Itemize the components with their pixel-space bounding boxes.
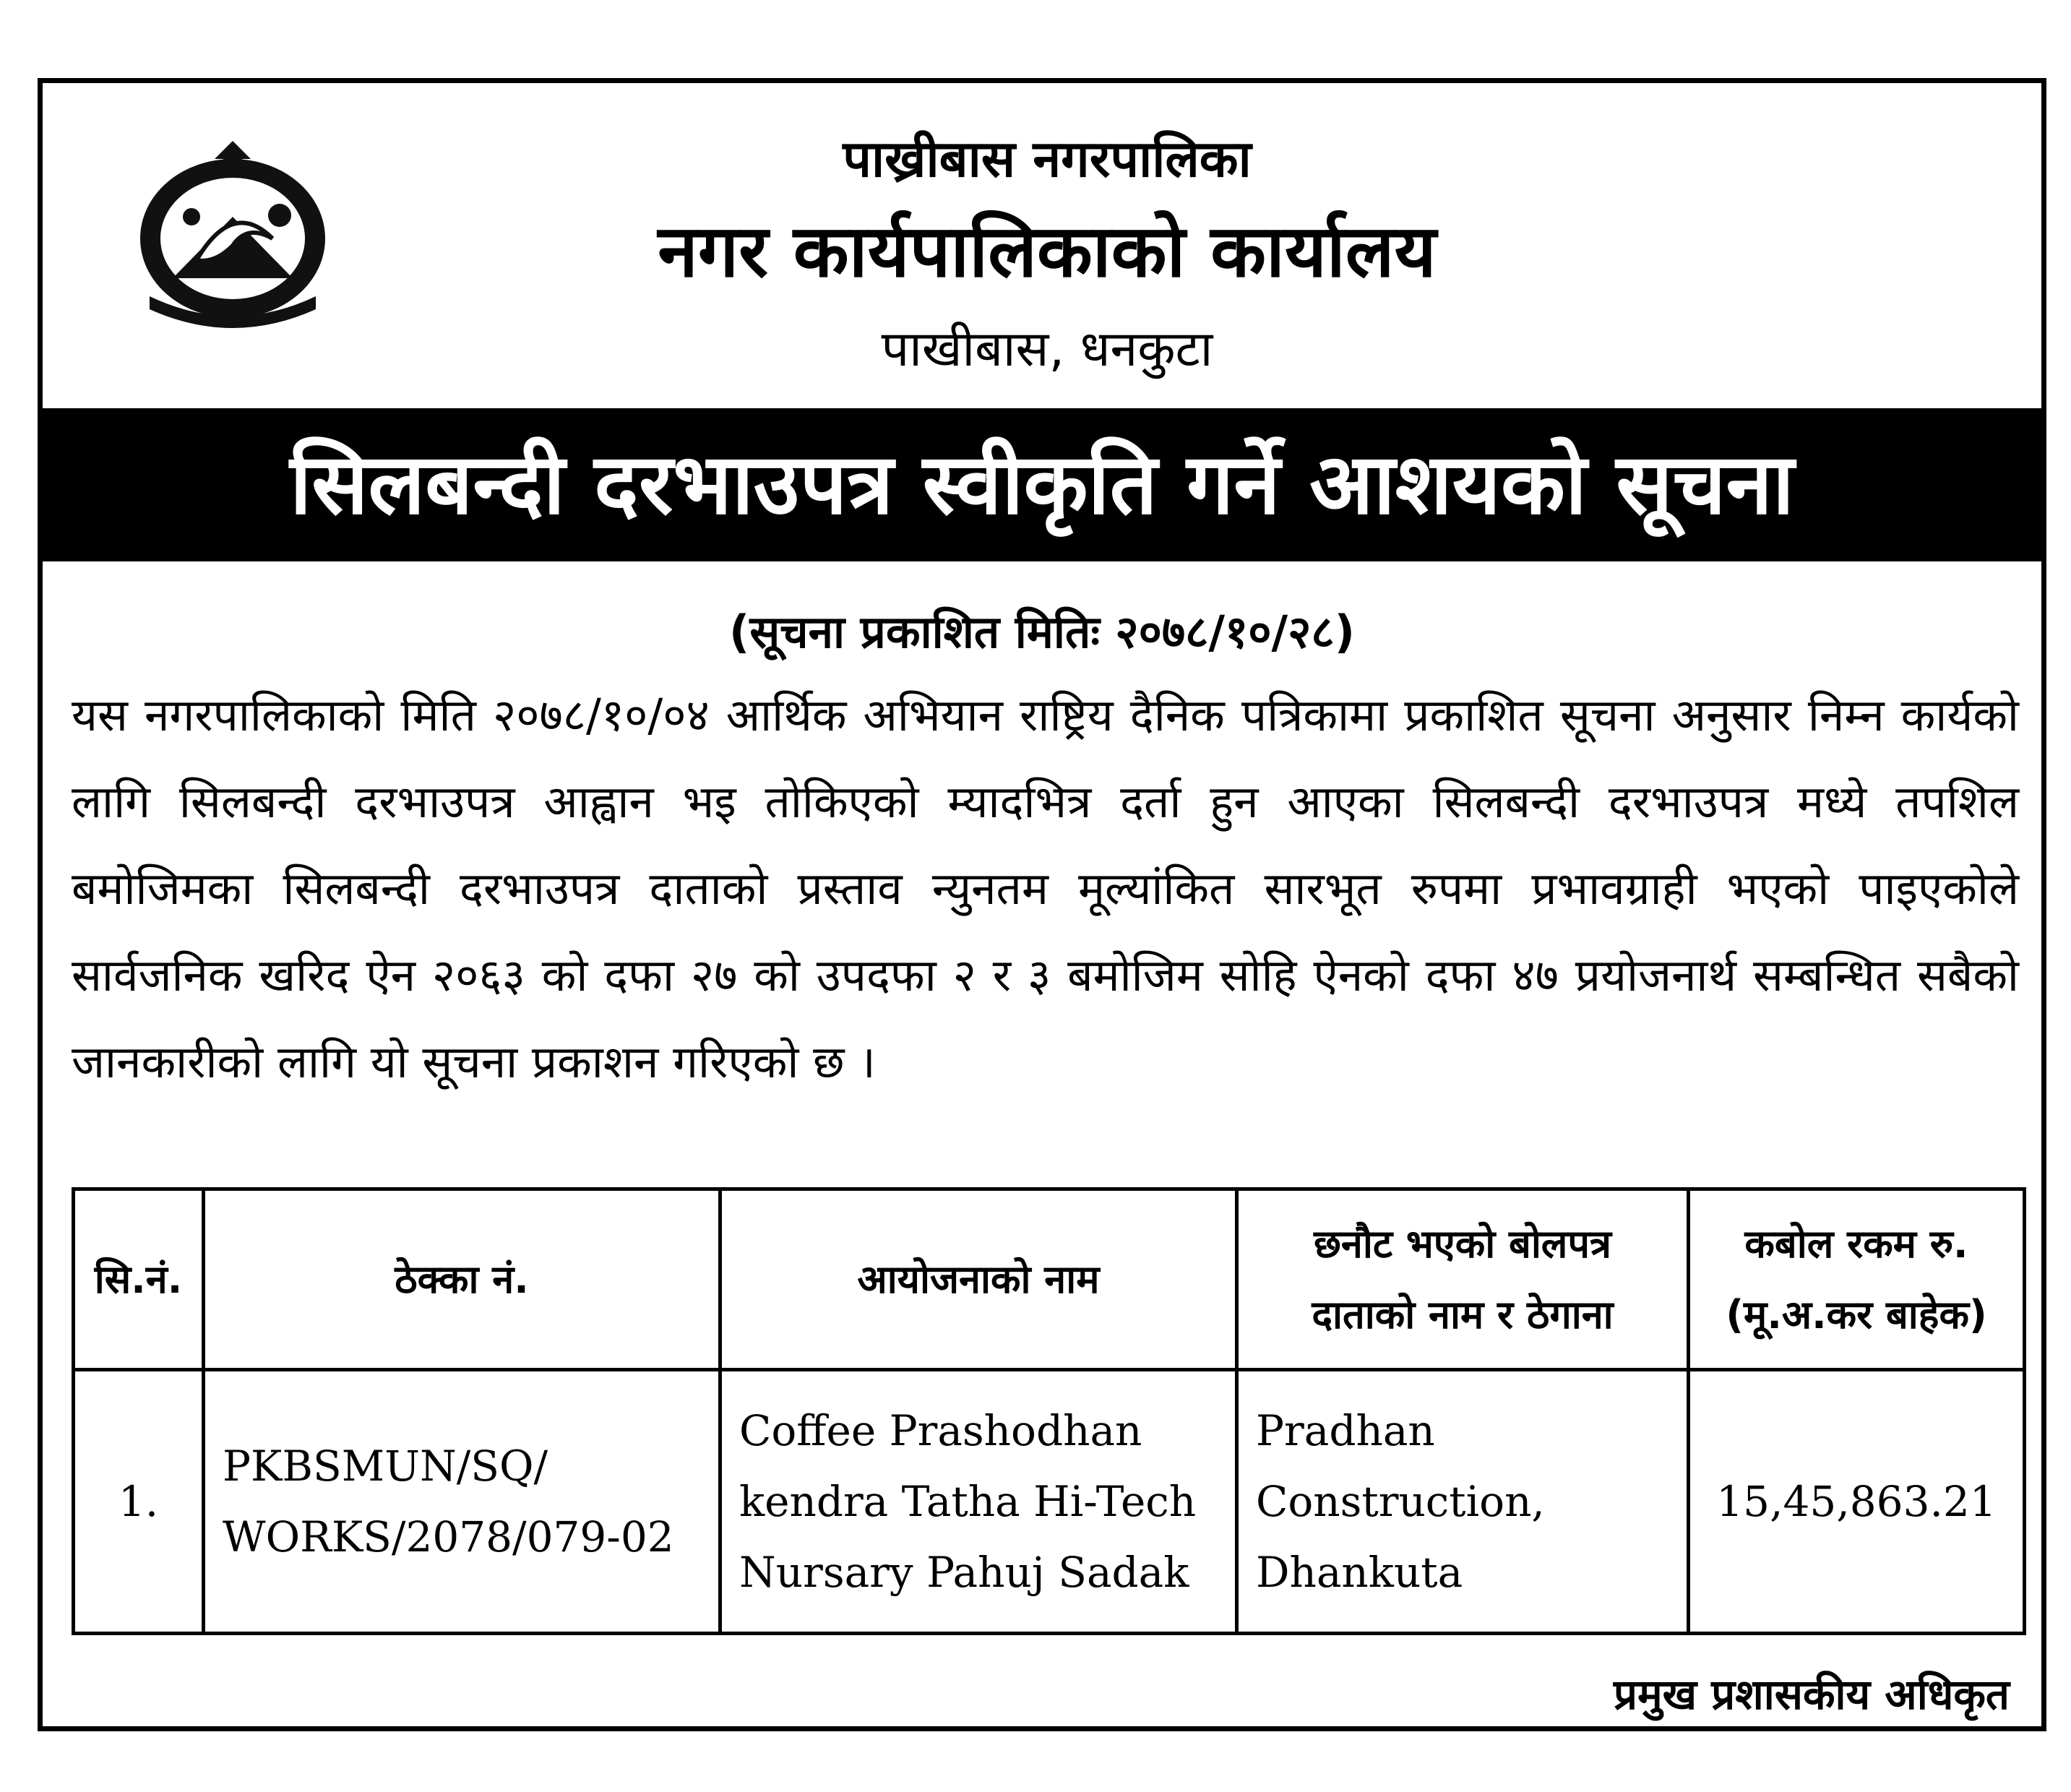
table-header-row bbox=[74, 1189, 2025, 1370]
nepal-emblem-icon bbox=[128, 130, 337, 329]
office-name: नगर कार्यपालिकाको कार्यालय bbox=[658, 209, 1437, 293]
publish-date: (सूचना प्रकाशित मितिः २०७८/१०/२८) bbox=[729, 606, 1355, 658]
cell-project bbox=[720, 1370, 1237, 1634]
award-table bbox=[72, 1187, 2026, 1635]
header-bidder bbox=[1237, 1189, 1689, 1370]
cell-sn: 1. bbox=[74, 1370, 204, 1634]
bidder-line1: Pradhan bbox=[1256, 1406, 1435, 1455]
header-amount-line1: कबोल रकम रु. bbox=[1744, 1220, 1968, 1267]
header-bidder-line1: छनौट भएको बोलपत्र bbox=[1314, 1220, 1611, 1267]
project-line1: Coffee Prashodhan bbox=[739, 1406, 1142, 1455]
project-line2: kendra Tatha Hi-Tech bbox=[739, 1477, 1197, 1526]
header-amount-line2: (मू.अ.कर बाहेक) bbox=[1726, 1291, 1987, 1337]
bidder-line2: Construction, bbox=[1256, 1477, 1545, 1526]
header-sn: सि.नं. bbox=[74, 1189, 204, 1370]
header-bidder-line2: दाताको नाम र ठेगाना bbox=[1312, 1291, 1614, 1337]
cell-amount: 15,45,863.21 bbox=[1689, 1370, 2025, 1634]
cell-contract-no bbox=[204, 1370, 720, 1634]
office-address: पाखीबास, धनकुटा bbox=[881, 321, 1213, 378]
table-row bbox=[74, 1370, 2025, 1634]
bidder-line3: Dhankuta bbox=[1256, 1548, 1463, 1597]
notice-title: सिलबन्दी दरभाउपत्र स्वीकृति गर्ने आशयको सूचना bbox=[43, 408, 2041, 561]
cell-bidder bbox=[1237, 1370, 1689, 1634]
notice-frame bbox=[38, 78, 2046, 1731]
contract-line2: WORKS/2078/079-02 bbox=[223, 1512, 674, 1561]
notice-body: यस नगरपालिकाको मिति २०७८/१०/०४ आर्थिक अभियान राष्ट्रिय दैनिक पत्रिकामा प्रकाशित सूचना अनुसार निम्न कार्यको लागि सिलबन्दी दरभाउपत्र आह्वान भइ तोकिएको म्यादभित्र दर्ता हुन आएका सिलबन्दी दरभाउपत्र मध्ये तपशिल बमोजिमका सिलबन्दी दरभाउपत्र दाताको प्रस्ताव न्युनतम मूल्यांकित सारभूत रुपमा प्रभावग्राही भएको पाइएकोले सार्वजनिक खरिद ऐन २०६३ को दफा २७ को उपदफा २ र ३ बमोजिम सोहि ऐनको दफा ४७ प्रयोजनार्थ सम्बन्धित सबैको जानकारीको लागि यो सूचना प्रकाशन गरिएको छ । bbox=[72, 689, 2019, 1088]
project-line3: Nursary Pahuj Sadak bbox=[739, 1548, 1189, 1597]
signatory: प्रमुख प्रशासकीय अधिकृत bbox=[1613, 1670, 2010, 1719]
header-project: आयोजनाको नाम bbox=[720, 1189, 1237, 1370]
header-amount bbox=[1689, 1189, 2025, 1370]
municipality-name: पाख्रीबास नगरपालिका bbox=[843, 129, 1252, 189]
contract-line1: PKBSMUN/SQ/ bbox=[223, 1442, 548, 1491]
header-contract-no: ठेक्का नं. bbox=[204, 1189, 720, 1370]
org-header bbox=[317, 123, 1777, 386]
